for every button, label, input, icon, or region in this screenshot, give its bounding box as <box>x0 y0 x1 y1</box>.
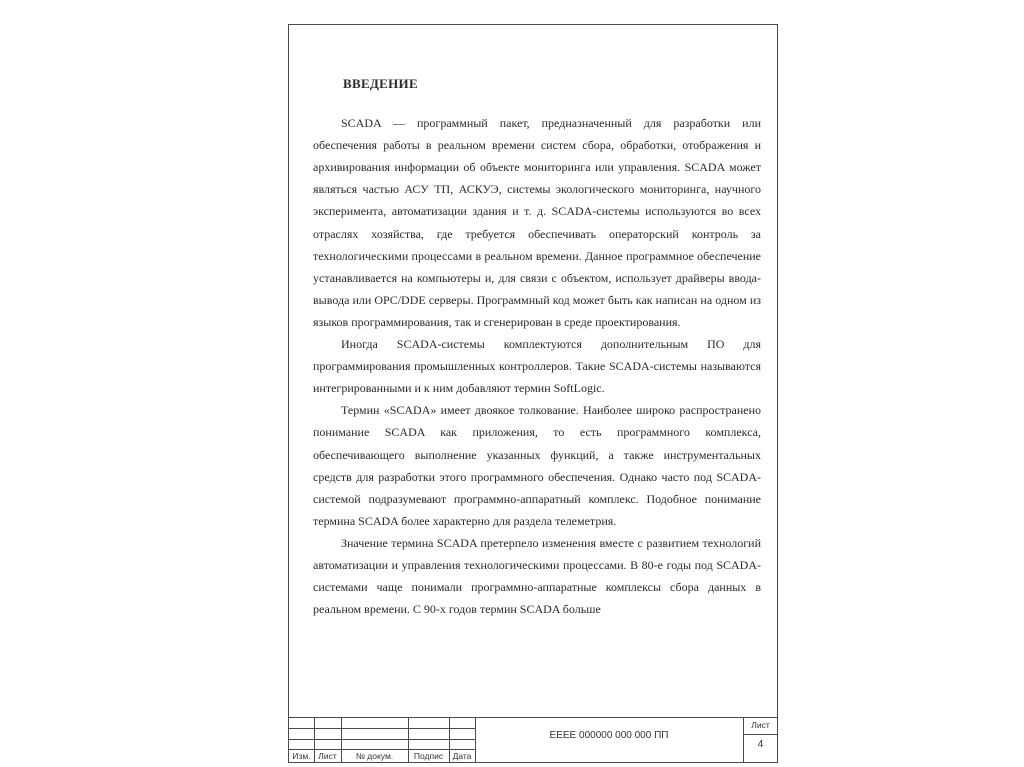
section-heading: ВВЕДЕНИЕ <box>343 76 418 91</box>
stamp-col-doc-number: № докум. <box>355 751 394 761</box>
document-body <box>313 73 761 620</box>
stamp-col-sheet: Лист <box>318 751 337 761</box>
stamp-col-signature: Подпис <box>413 751 444 761</box>
paragraph: Значение термина SCADA претерпело изменения вместе с развитием технологий автоматизации и управления технологическими процессами. В 80-е годы под SCADA-системами чаще понимали программно-аппаратные комплексы сбора данных в реальном времени. С 90-х годов термин SCADA больше <box>313 535 761 617</box>
sheet-label: Лист <box>751 720 770 730</box>
stamp-grid-line <box>744 734 777 735</box>
stamp-grid-line <box>289 728 475 729</box>
stamp-col-change: Изм. <box>292 751 311 761</box>
paragraph: SCADA — программный пакет, предназначенный для разработки или обеспечения работы в реальном времени систем сбора, обработки, отображения и архивирования информации об объекте мониторинга или управления. SCADA может являться частью АСУ ТП, АСКУЭ, системы экологического мониторинга, научного эксперимента, автоматизации здания и т. д. SCADA-системы используются во всех отраслях хозяйства, где требуется обеспечивать операторский контроль за технологическими процессами в реальном времени. Данное программное обеспечение устанавливается на компьютеры и, для связи с объектом, использует драйверы ввода-вывода или OPC/DDE серверы. Программный код может быть как написан на одном из языков программирования, так и сгенерирован в среде проектирования. <box>313 116 761 329</box>
document-sheet <box>288 24 778 763</box>
paragraph: Термин «SCADA» имеет двоякое толкование. Наиболее широко распространено понимание SCADA как приложения, то есть программного комплекса, обеспечивающего выполнение указанных функций, а также инструментальных средств для разработки этого программного обеспечения. Однако часто под SCADA-системой подразумевают программно-аппаратный комплекс. Подобное понимание термина SCADA более характерно для раздела телеметрия. <box>313 403 761 528</box>
sheet-number: 4 <box>757 739 764 750</box>
stamp-grid-line <box>289 749 475 750</box>
paragraph: Иногда SCADA-системы комплектуются дополнительным ПО для программирования промышленных контроллеров. Такие SCADA-системы называются интегрированными и к ним добавляют термин SoftLogic. <box>313 337 761 396</box>
stamp-grid-line <box>289 739 475 740</box>
document-code: ЕЕЕЕ 000000 000 000 ПП <box>549 730 669 741</box>
stamp-col-date: Дата <box>452 751 472 761</box>
title-block <box>289 717 777 762</box>
